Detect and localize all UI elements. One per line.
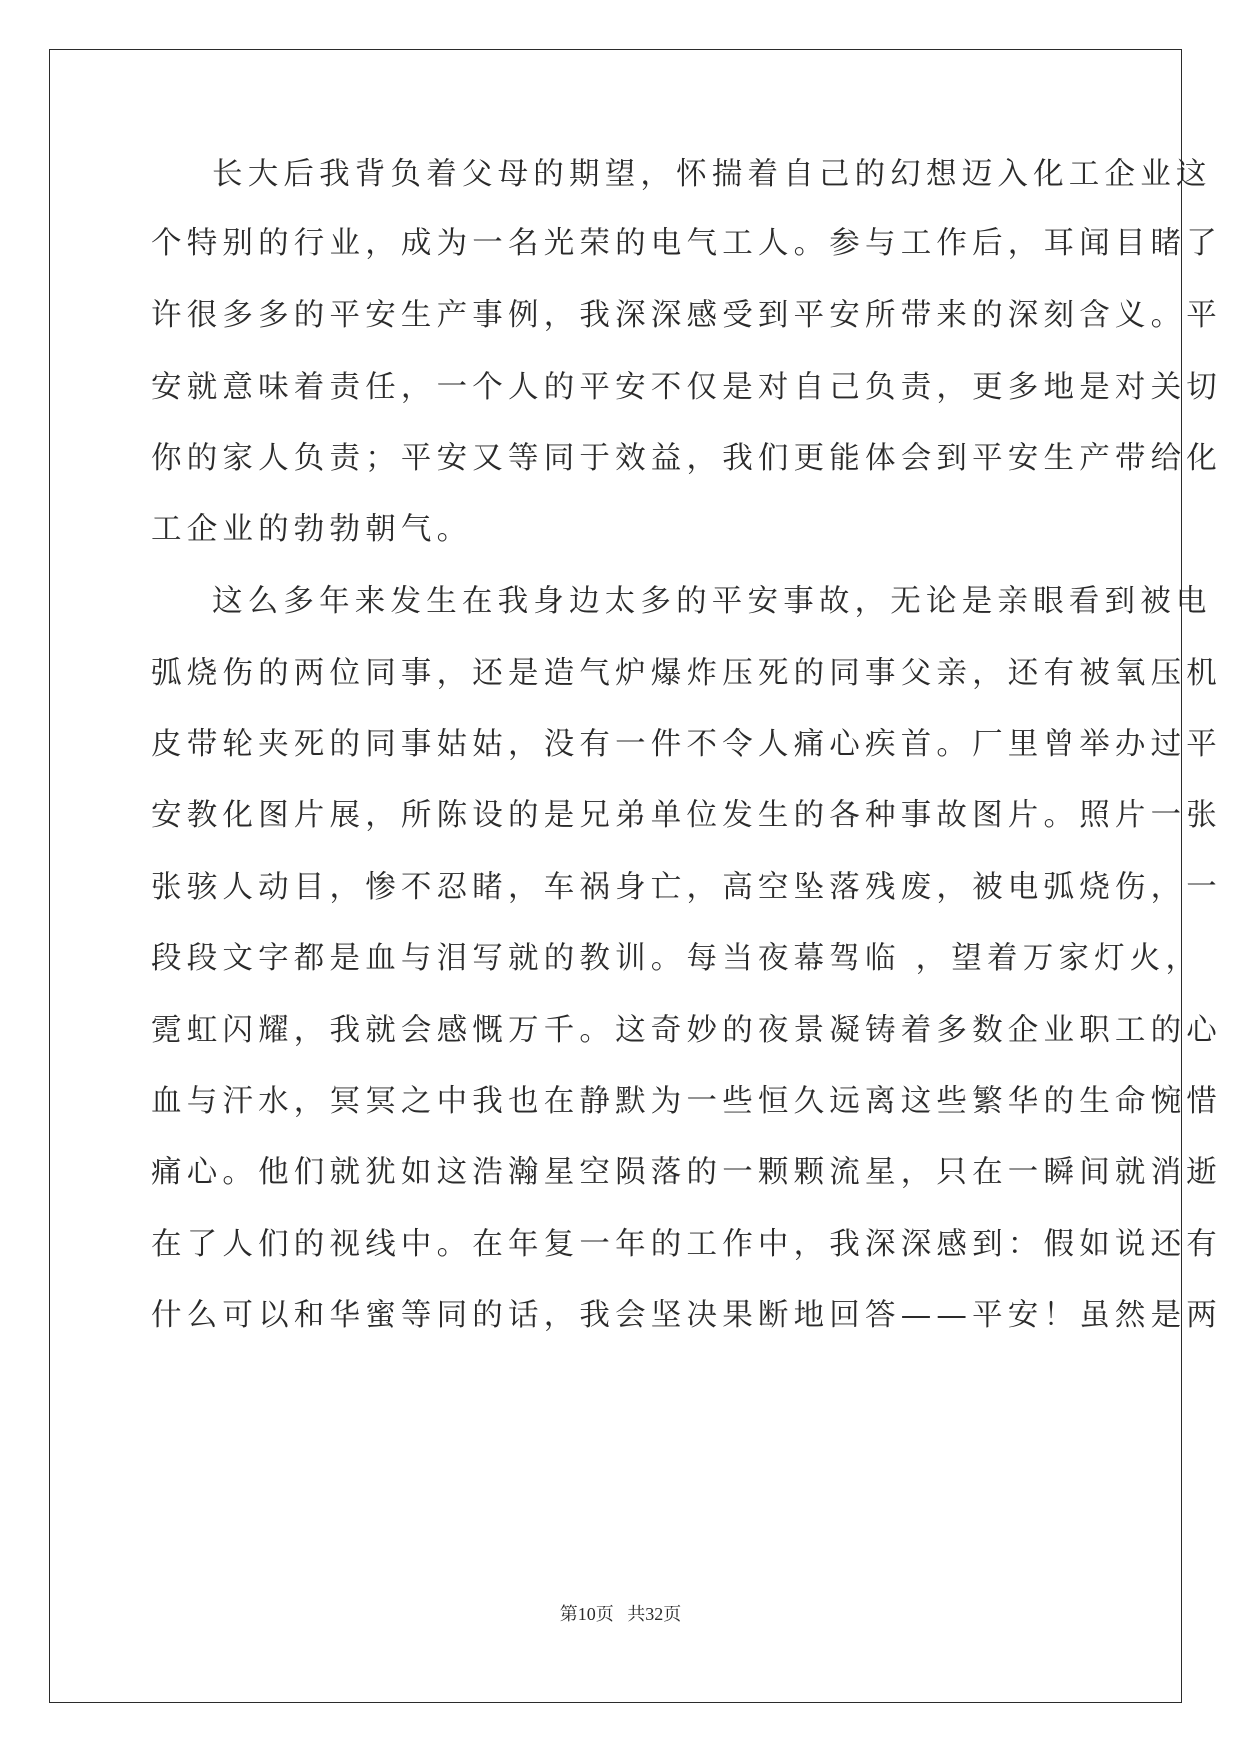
page-footer xyxy=(0,1600,1241,1626)
text-line: 安教化图片展，所陈设的是兄弟单位发生的各种事故图片。照片一张 xyxy=(151,798,1222,833)
text-line: 皮带轮夹死的同事姑姑，没有一件不令人痛心疾首。厂里曾举办过平 xyxy=(151,727,1222,762)
text-line: 张骇人动目，惨不忍睹，车祸身亡，高空坠落残废，被电弧烧伤，一 xyxy=(151,870,1222,905)
text-line: 这么多年来发生在我身边太多的平安事故，无论是亲眼看到被电 xyxy=(212,584,1212,619)
text-line: 痛心。他们就犹如这浩瀚星空陨落的一颗颗流星，只在一瞬间就消逝 xyxy=(151,1155,1222,1190)
page-total: 共32页 xyxy=(627,1604,682,1624)
text-line: 弧烧伤的两位同事，还是造气炉爆炸压死的同事父亲，还有被氧压机 xyxy=(151,656,1222,691)
text-line: 工企业的勃勃朝气。 xyxy=(151,512,473,547)
text-line: 长大后我背负着父母的期望，怀揣着自己的幻想迈入化工企业这 xyxy=(212,157,1212,192)
text-line: 血与汗水，冥冥之中我也在静默为一些恒久远离这些繁华的生命惋惜 xyxy=(151,1084,1222,1119)
text-line: 在了人们的视线中。在年复一年的工作中，我深深感到：假如说还有 xyxy=(151,1227,1222,1262)
page-number: 第10页 xyxy=(559,1604,614,1624)
text-line: 你的家人负责；平安又等同于效益，我们更能体会到平安生产带给化 xyxy=(151,441,1222,476)
text-line: 许很多多的平安生产事例，我深深感受到平安所带来的深刻含义。平 xyxy=(151,298,1222,333)
text-line: 霓虹闪耀，我就会感慨万千。这奇妙的夜景凝铸着多数企业职工的心 xyxy=(151,1013,1222,1048)
text-line: 个特别的行业，成为一名光荣的电气工人。参与工作后，耳闻目睹了 xyxy=(151,226,1222,261)
text-line: 段段文字都是血与泪写就的教训。每当夜幕驾临 ，望着万家灯火， xyxy=(151,941,1202,976)
text-line: 安就意味着责任，一个人的平安不仅是对自己负责，更多地是对关切 xyxy=(151,370,1222,405)
text-line: 什么可以和华蜜等同的话，我会坚决果断地回答——平安！虽然是两 xyxy=(151,1298,1222,1333)
